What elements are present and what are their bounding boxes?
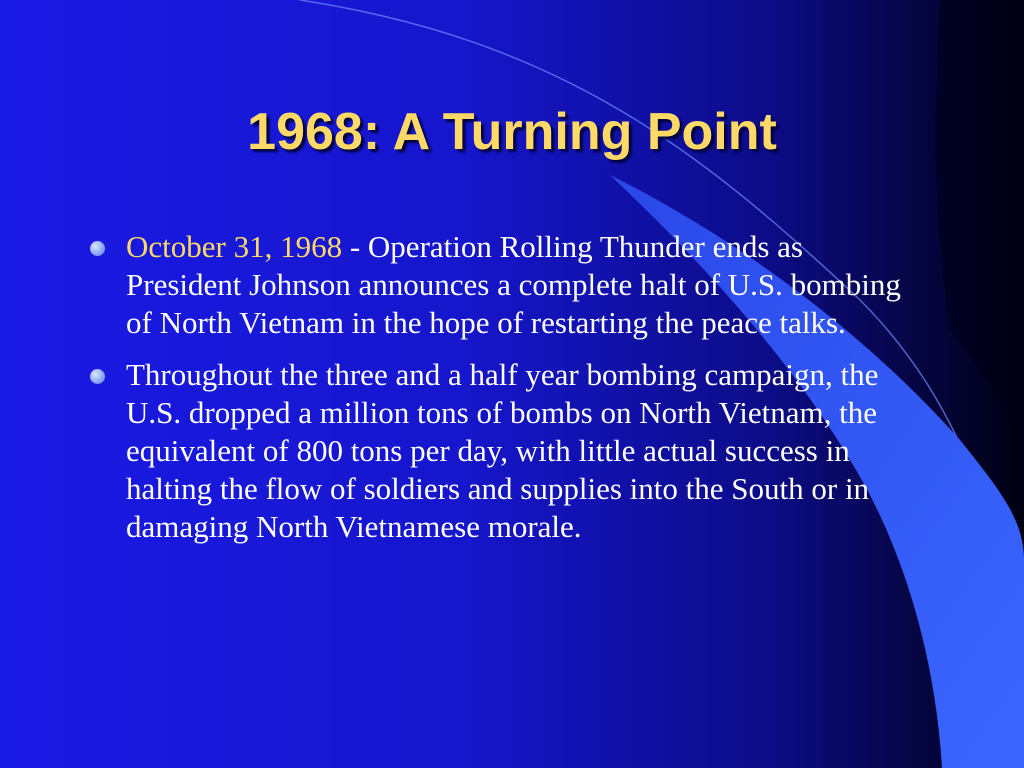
slide-title: 1968: A Turning Point — [247, 103, 777, 161]
bullet-text: Throughout the three and a half year bombing campaign, the U.S. dropped a million tons of bombs on North Vietnam, the equivalent of 800 tons per day, with little actual success in halting the flow of soldiers and supplies into the South or in damaging North Vietnamese morale. — [126, 357, 879, 544]
swoosh-dark-edge — [936, 0, 1024, 440]
bullet-dot-icon — [90, 369, 105, 384]
bullet-item — [88, 356, 918, 546]
bullet-list — [88, 228, 918, 560]
bullet-date: October 31, 1968 — [126, 229, 343, 264]
bullet-dot-icon — [90, 241, 105, 256]
bullet-item — [88, 228, 918, 342]
bullet-text: - Operation Rolling Thunder ends as President Johnson announces a complete halt of U.S. bombing of North Vietnam in the hope of restarting the peace talks. — [126, 229, 901, 340]
